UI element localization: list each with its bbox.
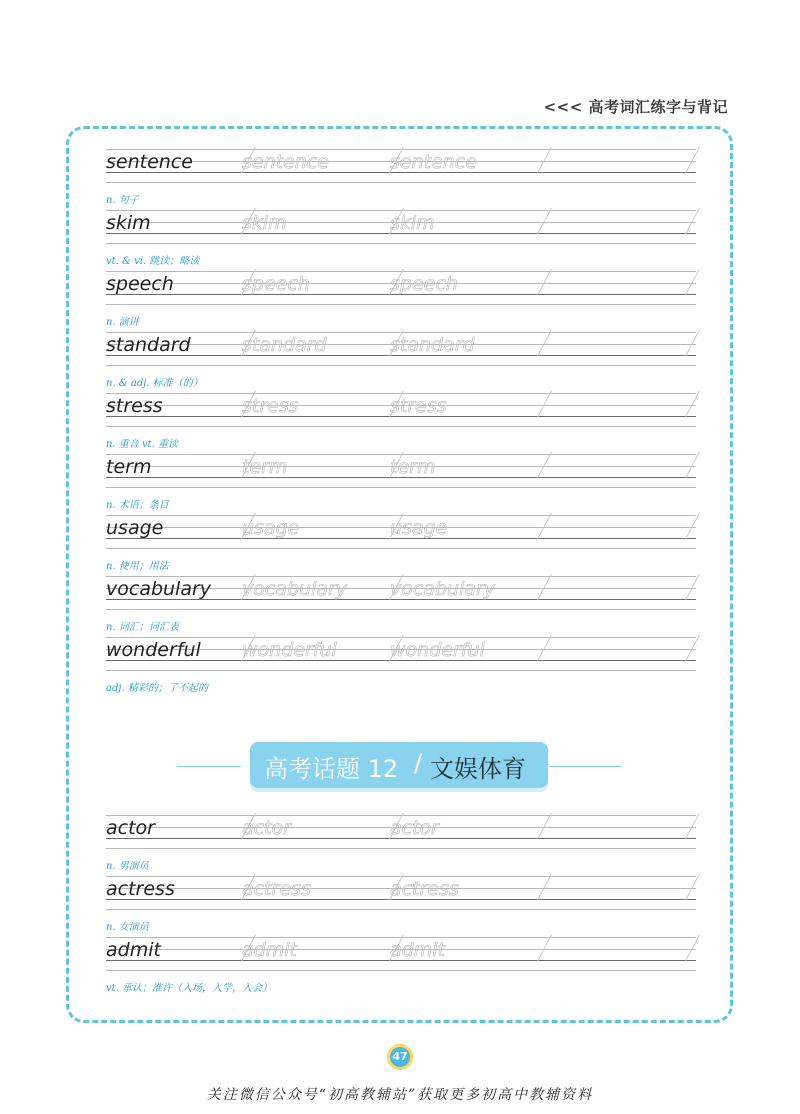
vocab-meaning: vt. 承认；准许（入场，入学，入会） xyxy=(106,983,273,994)
vocab-meaning: n. & adj. 标准（的） xyxy=(106,378,203,389)
vocab-entry xyxy=(106,332,696,393)
guide-line xyxy=(106,670,696,671)
trace-word: stress xyxy=(242,395,299,417)
topic-name: 文娱体育 xyxy=(430,755,526,783)
vocab-word: admit xyxy=(106,939,161,961)
vocab-entry xyxy=(106,454,696,515)
trace-word: wonderful xyxy=(390,639,485,661)
vocab-meaning: n. 句子 xyxy=(106,195,139,206)
trace-word: vocabulary xyxy=(390,578,496,600)
vocab-entry xyxy=(106,637,696,698)
vocab-meaning: n. 使用；用法 xyxy=(106,561,169,572)
trace-word: sentence xyxy=(242,151,329,173)
trace-word: actress xyxy=(242,878,311,900)
vocab-entry xyxy=(106,576,696,637)
topic-rule-left xyxy=(177,766,241,767)
vocab-word: standard xyxy=(106,334,191,356)
vocab-word: skim xyxy=(106,212,151,234)
guide-line xyxy=(106,182,696,183)
guide-line xyxy=(106,243,696,244)
trace-word: sentence xyxy=(390,151,477,173)
guide-line xyxy=(106,304,696,305)
vocab-word: actress xyxy=(106,878,175,900)
vocab-entry xyxy=(106,210,696,271)
vocab-word: usage xyxy=(106,517,164,539)
vocab-word: actor xyxy=(106,817,155,839)
vocab-word: wonderful xyxy=(106,639,201,661)
vocab-meaning: n. 女演员 xyxy=(106,922,149,933)
guide-line xyxy=(106,548,696,549)
vocabulary-list-bottom xyxy=(106,815,696,998)
vocab-word: term xyxy=(106,456,152,478)
topic-rule-right xyxy=(549,766,621,767)
trace-word: usage xyxy=(242,517,300,539)
guide-line xyxy=(106,848,696,849)
book-section-title: <<< 高考词汇练字与背记 xyxy=(543,98,728,116)
trace-word: speech xyxy=(390,273,458,295)
vocab-entry xyxy=(106,149,696,210)
vocab-word: sentence xyxy=(106,151,193,173)
topic-divider: / xyxy=(414,749,423,777)
page-number: 47 xyxy=(390,1047,410,1067)
footer-note: 关注微信公众号“初高教辅站”获取更多初高中教辅资料 xyxy=(206,1087,594,1103)
guide-line xyxy=(106,909,696,910)
vocab-meaning: n. 重音 vt. 重读 xyxy=(106,439,179,450)
topic-label: 高考话题 12 xyxy=(264,755,399,783)
trace-word: stress xyxy=(390,395,447,417)
vocab-meaning: n. 词汇；词汇表 xyxy=(106,622,179,633)
vocab-word: speech xyxy=(106,273,174,295)
vocab-entry xyxy=(106,271,696,332)
vocab-entry xyxy=(106,937,696,998)
trace-word: skim xyxy=(242,212,287,234)
vocab-entry xyxy=(106,515,696,576)
vocab-word: stress xyxy=(106,395,163,417)
trace-word: admit xyxy=(242,939,297,961)
trace-word: actress xyxy=(390,878,459,900)
vocab-meaning: n. 术语；条目 xyxy=(106,500,169,511)
vocab-entry xyxy=(106,815,696,876)
trace-word: actor xyxy=(242,817,291,839)
guide-line xyxy=(106,365,696,366)
vocabulary-list-top xyxy=(106,149,696,698)
guide-line xyxy=(106,487,696,488)
vocab-entry xyxy=(106,876,696,937)
trace-word: standard xyxy=(390,334,475,356)
trace-word: skim xyxy=(390,212,435,234)
trace-word: admit xyxy=(390,939,445,961)
trace-word: vocabulary xyxy=(242,578,348,600)
trace-word: term xyxy=(390,456,436,478)
vocab-meaning: n. 男演员 xyxy=(106,861,149,872)
guide-line xyxy=(106,426,696,427)
vocab-meaning: vt. & vi. 跳读；略读 xyxy=(106,256,200,267)
trace-word: usage xyxy=(390,517,448,539)
topic-banner xyxy=(177,742,621,792)
guide-line xyxy=(106,970,696,971)
trace-word: speech xyxy=(242,273,310,295)
vocab-entry xyxy=(106,393,696,454)
trace-word: wonderful xyxy=(242,639,337,661)
vocab-meaning: adj. 精彩的；了不起的 xyxy=(106,683,208,694)
page-number-badge xyxy=(387,1044,413,1070)
vocab-word: vocabulary xyxy=(106,578,212,600)
vocab-meaning: n. 演讲 xyxy=(106,317,139,328)
guide-line xyxy=(106,609,696,610)
trace-word: actor xyxy=(390,817,439,839)
trace-word: term xyxy=(242,456,288,478)
trace-word: standard xyxy=(242,334,327,356)
topic-pill xyxy=(250,742,548,788)
